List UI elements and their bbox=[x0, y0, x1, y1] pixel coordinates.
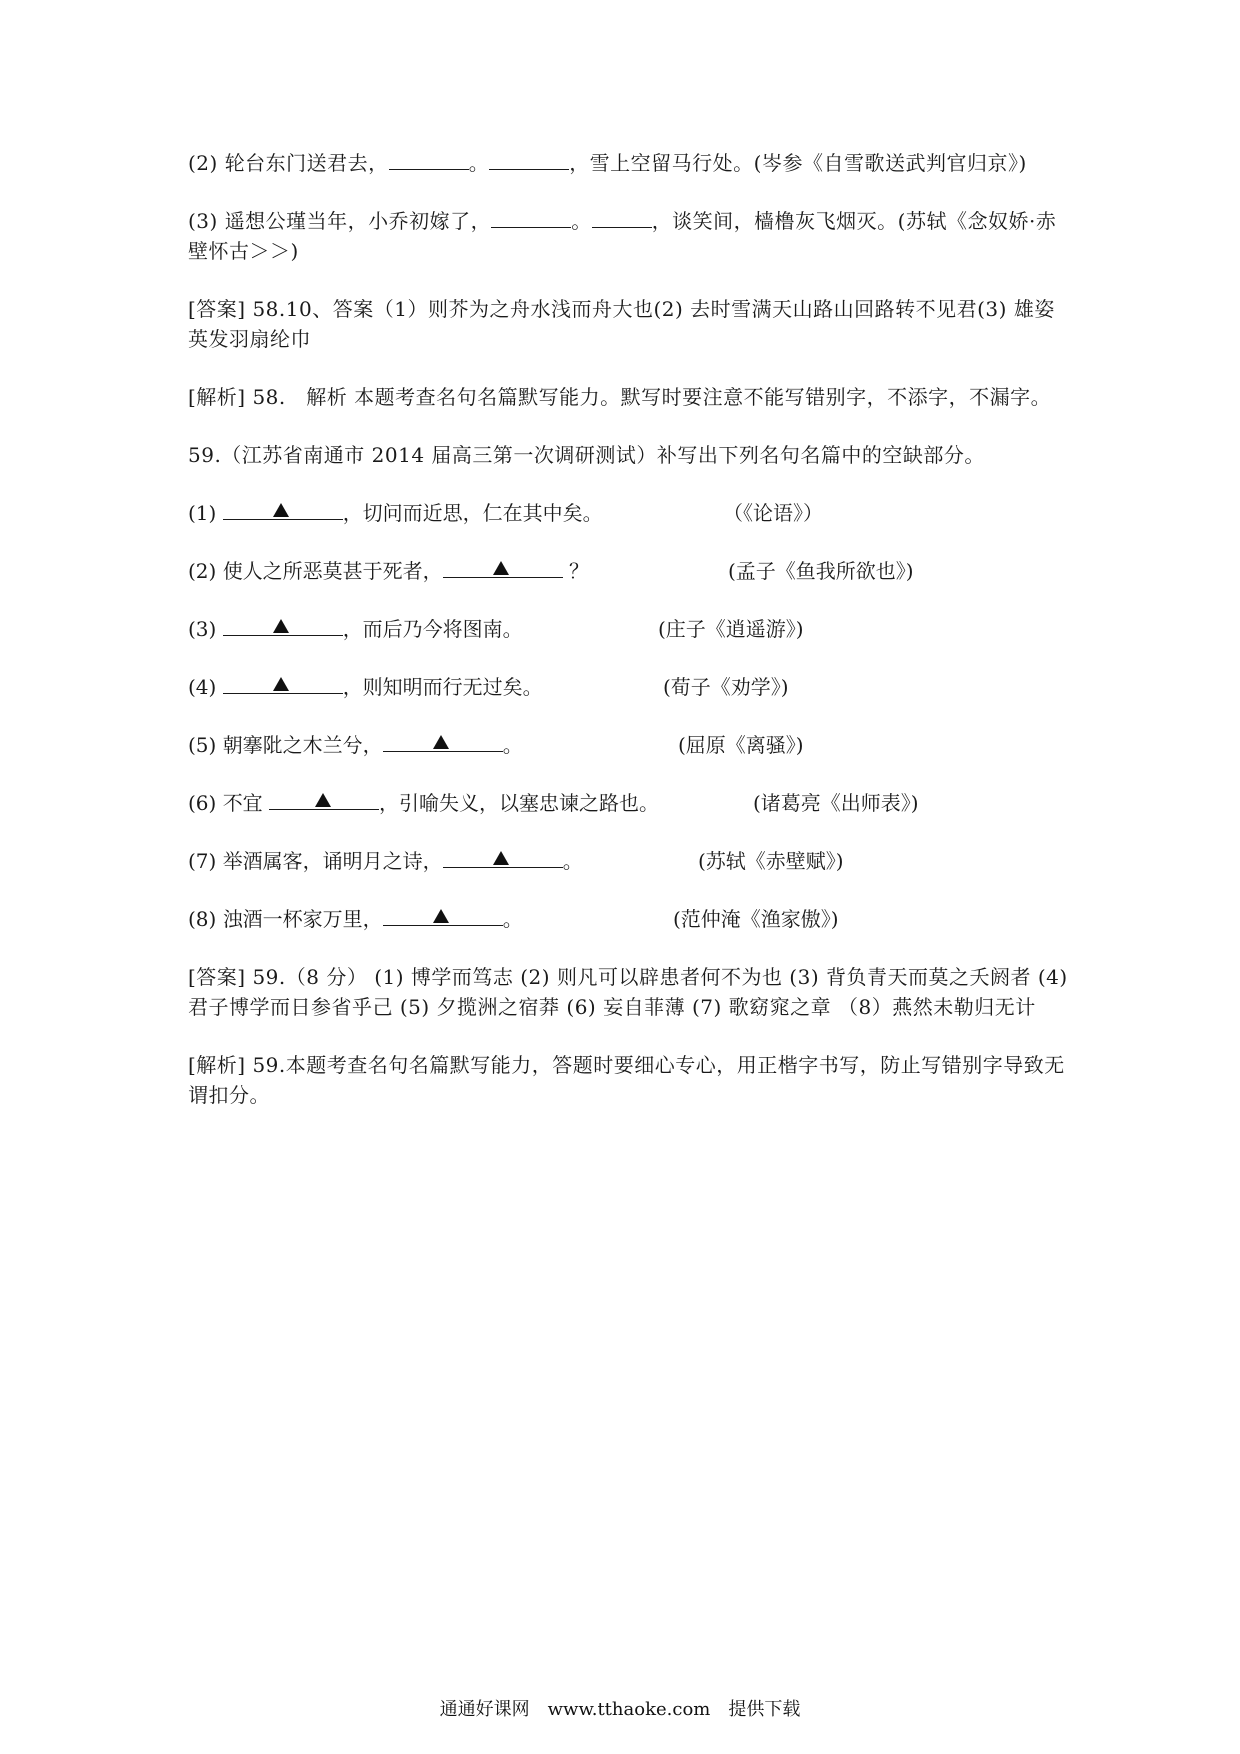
answer-blank bbox=[443, 557, 563, 578]
triangle-marker-icon bbox=[273, 619, 289, 633]
q59-item-prefix: (8) 浊酒一杯家万里， bbox=[188, 907, 383, 931]
q59-item-source: (诸葛亮《出师表》) bbox=[753, 791, 919, 815]
triangle-marker-icon bbox=[433, 735, 449, 749]
q59-item-source: (庄子《逍遥游》) bbox=[658, 617, 804, 641]
q58-item3-rest: ，谈笑间，樯橹灰飞烟灭。(苏轼《念奴娇·赤壁怀古＞＞) bbox=[188, 209, 1057, 263]
q59-item-rest: ，而后乃今将图南。 bbox=[342, 617, 523, 641]
q59-intro: 59.（江苏省南通市 2014 届高三第一次调研测试）补写出下列名句名篇中的空缺部分。 bbox=[188, 443, 985, 467]
q59-item-rest: 。 bbox=[502, 907, 523, 931]
q58-item2-rest: ，雪上空留马行处。(岑参《自雪歌送武判官归京》) bbox=[569, 151, 1027, 175]
q59-item-source: （《论语》） bbox=[723, 501, 823, 525]
triangle-marker-icon bbox=[273, 677, 289, 691]
q59-item-2 bbox=[188, 556, 1068, 586]
q59-item-prefix: (3) bbox=[188, 617, 223, 641]
q59-item-prefix: (4) bbox=[188, 675, 223, 699]
q59-item-1 bbox=[188, 498, 1068, 528]
q59-item-rest: 。 bbox=[502, 733, 523, 757]
q59-item-rest: ，引喻失义，以塞忠谏之路也。 bbox=[379, 791, 660, 815]
q59-item-source: (荀子《劝学》) bbox=[663, 675, 789, 699]
q58-item-3 bbox=[188, 206, 1068, 266]
q59-analysis: [解析] 59.本题考查名句名篇默写能力，答题时要细心专心，用正楷字书写，防止写错别字导致无谓扣分。 bbox=[188, 1053, 1065, 1107]
q59-item-rest: ，则知明而行无过矣。 bbox=[342, 675, 543, 699]
answer-blank bbox=[223, 673, 343, 694]
q59-item-prefix: (5) 朝搴阰之木兰兮， bbox=[188, 733, 383, 757]
q59-item-rest: ？ bbox=[562, 559, 590, 583]
q59-item-prefix: (7) 举酒属客，诵明月之诗， bbox=[188, 849, 443, 873]
answer-blank bbox=[383, 905, 503, 926]
q58-item3-sep: 。 bbox=[571, 209, 592, 233]
q59-item-rest: ，切问而近思，仁在其中矣。 bbox=[342, 501, 603, 525]
triangle-marker-icon bbox=[433, 909, 449, 923]
q59-item-6 bbox=[188, 788, 1068, 818]
q59-item-5 bbox=[188, 730, 1068, 760]
triangle-marker-icon bbox=[493, 851, 509, 865]
page-footer: 通通好课网 www.tthaoke.com 提供下载 bbox=[439, 1699, 801, 1720]
document-content bbox=[188, 148, 1068, 1138]
q58-analysis: [解析] 58. 解析 本题考查名句名篇默写能力。默写时要注意不能写错别字，不添字，不漏字。 bbox=[188, 385, 1052, 409]
q59-item-3 bbox=[188, 614, 1068, 644]
q59-item-8 bbox=[188, 904, 1068, 934]
answer-blank bbox=[223, 499, 343, 520]
answer-blank bbox=[491, 207, 571, 228]
triangle-marker-icon bbox=[273, 503, 289, 517]
q59-item-prefix: (6) 不宜 bbox=[188, 791, 270, 815]
q59-answer: [答案] 59.（8 分） (1) 博学而笃志 (2) 则凡可以辟患者何不为也 (3) 背负青天而莫之夭阏者 (4) 君子博学而日参省乎己 (5) 夕揽洲之宿莽 (6) 妄自菲薄 (7) 歌窈窕之章 （8）燕然未勒归无计 bbox=[188, 965, 1068, 1019]
triangle-marker-icon bbox=[315, 793, 331, 807]
triangle-marker-icon bbox=[493, 561, 509, 575]
q59-item-7 bbox=[188, 846, 1068, 876]
answer-blank bbox=[223, 615, 343, 636]
q58-item2-prefix: (2) 轮台东门送君去， bbox=[188, 151, 389, 175]
q59-item-list bbox=[188, 498, 1068, 934]
answer-blank bbox=[269, 789, 379, 810]
answer-blank bbox=[489, 149, 569, 170]
q59-item-prefix: (1) bbox=[188, 501, 223, 525]
q58-item3-prefix: (3) 遥想公瑾当年，小乔初嫁了， bbox=[188, 209, 492, 233]
q59-item-source: (孟子《鱼我所欲也》) bbox=[728, 559, 914, 583]
q59-item-4 bbox=[188, 672, 1068, 702]
q58-item2-sep: 。 bbox=[468, 151, 490, 175]
answer-blank bbox=[443, 847, 563, 868]
q59-item-prefix: (2) 使人之所恶莫甚于死者， bbox=[188, 559, 443, 583]
answer-blank bbox=[383, 731, 503, 752]
q58-answer: [答案] 58.10、答案（1）则芥为之舟水浅而舟大也(2) 去时雪满天山路山回路转不见君(3) 雄姿英发羽扇纶巾 bbox=[188, 297, 1055, 351]
q59-item-source: (苏轼《赤壁赋》) bbox=[698, 849, 844, 873]
q59-item-rest: 。 bbox=[562, 849, 583, 873]
q58-item-2 bbox=[188, 148, 1068, 178]
q59-item-source: (范仲淹《渔家傲》) bbox=[673, 907, 839, 931]
answer-blank bbox=[389, 149, 469, 170]
answer-blank bbox=[592, 207, 652, 228]
q59-item-source: (屈原《离骚》) bbox=[678, 733, 804, 757]
